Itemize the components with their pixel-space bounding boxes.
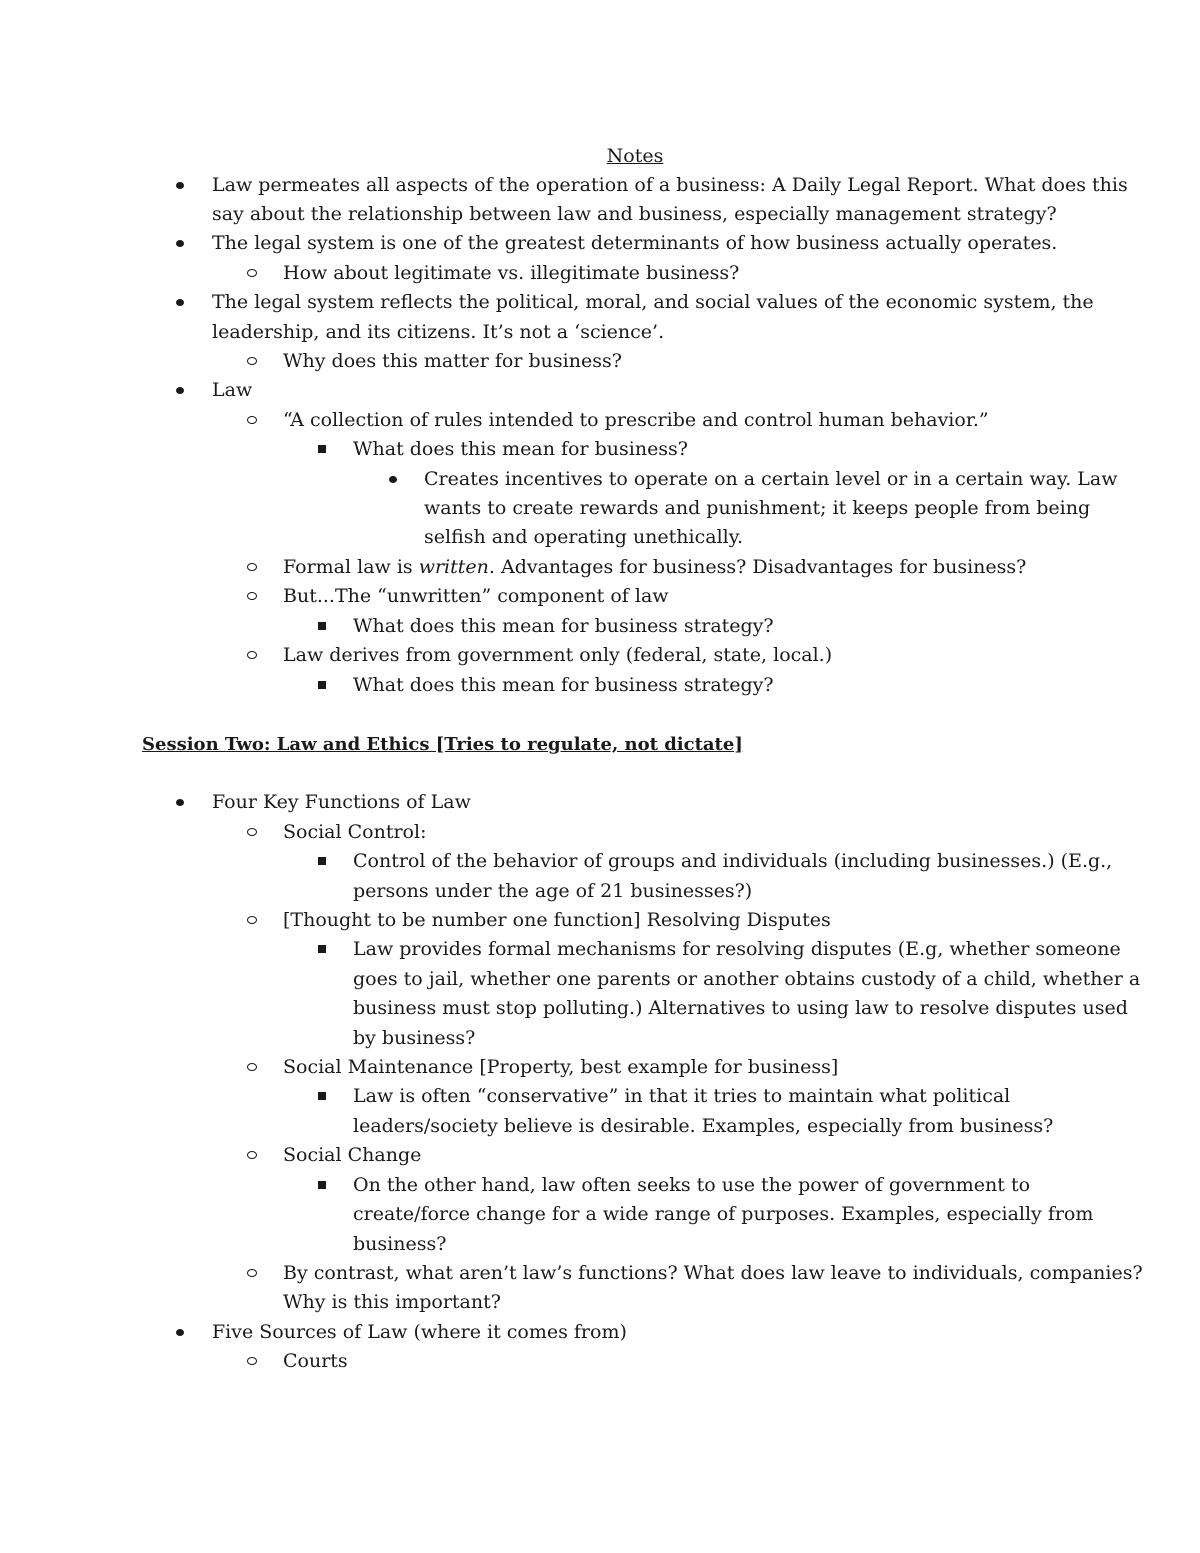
list-item-text: Courts	[283, 1350, 348, 1372]
bullet-circle-icon	[247, 406, 257, 436]
list-item-text: Social Control:	[283, 821, 427, 843]
bullet-square-icon	[318, 671, 326, 701]
list-item-text: Law	[212, 379, 253, 401]
list-item-text: Social Change	[283, 1144, 422, 1166]
list-item-text: On the other hand, law often seeks to use the power of government to	[353, 1174, 1031, 1196]
list-item-text: persons under the age of 21 businesses?)	[353, 880, 753, 902]
list-item-text: goes to jail, whether one parents or another obtains custody of a child, whether a	[353, 968, 1141, 990]
list-item-text: [Thought to be number one function] Resolving Disputes	[283, 909, 831, 931]
bullet-circle-icon	[247, 1141, 257, 1171]
page-title: Notes	[606, 145, 664, 167]
list-item-text: business?	[353, 1233, 447, 1255]
bullet-dot-icon	[176, 171, 184, 201]
bullet-dot-icon	[389, 465, 397, 495]
bullet-circle-icon	[247, 641, 257, 671]
list-item-text: Four Key Functions of Law	[212, 791, 471, 813]
list-item-text: Law permeates all aspects of the operation of a business: A Daily Legal Report. What does this	[212, 174, 1128, 196]
list-item-text: create/force change for a wide range of purposes. Examples, especially from	[353, 1203, 1094, 1225]
list-item-text: What does this mean for business?	[353, 438, 688, 460]
list-item-text: by business?	[353, 1027, 476, 1049]
bullet-dot-icon	[176, 376, 184, 406]
list-item-text: “A collection of rules intended to prescribe and control human behavior.”	[283, 409, 989, 431]
list-item-text: wants to create rewards and punishment; it keeps people from being	[424, 497, 1091, 519]
bullet-circle-icon	[247, 582, 257, 612]
list-item-text: Why does this matter for business?	[283, 350, 622, 372]
bullet-square-icon	[318, 612, 326, 642]
bullet-circle-icon	[247, 1053, 257, 1083]
bullet-circle-icon	[247, 553, 257, 583]
list-item-text: Creates incentives to operate on a certain level or in a certain way. Law	[424, 468, 1118, 490]
bullet-circle-icon	[247, 818, 257, 848]
list-item-text: business must stop polluting.) Alternatives to using law to resolve disputes used	[353, 997, 1128, 1019]
formal-law-prefix: Formal law is	[283, 556, 419, 578]
bullet-square-icon	[318, 847, 326, 877]
list-item-text: What does this mean for business strategy?	[353, 674, 774, 696]
bullet-square-icon	[318, 435, 326, 465]
section-heading: Session Two: Law and Ethics [Tries to regulate, not dictate]	[142, 734, 743, 755]
list-item-text: say about the relationship between law and business, especially management strategy?	[212, 203, 1057, 225]
list-item-text: selfish and operating unethically.	[424, 526, 743, 548]
list-item-text: Social Maintenance [Property, best example for business]	[283, 1056, 839, 1078]
list-item-text: What does this mean for business strategy?	[353, 615, 774, 637]
bullet-circle-icon	[247, 259, 257, 289]
bullet-circle-icon	[247, 347, 257, 377]
list-item-text: Law provides formal mechanisms for resolving disputes (E.g, whether someone	[353, 938, 1121, 960]
bullet-dot-icon	[176, 788, 184, 818]
formal-law-suffix: . Advantages for business? Disadvantages for business?	[488, 556, 1027, 578]
list-item-text: Why is this important?	[283, 1291, 501, 1313]
list-item-text: But...The “unwritten” component of law	[283, 585, 669, 607]
list-item-text: Control of the behavior of groups and individuals (including businesses.) (E.g.,	[353, 850, 1113, 872]
list-item-text: The legal system is one of the greatest determinants of how business actually operates.	[212, 232, 1058, 254]
bullet-dot-icon	[176, 288, 184, 318]
bullet-square-icon	[318, 935, 326, 965]
list-item-text: Five Sources of Law (where it comes from)	[212, 1321, 627, 1343]
list-item-text: leadership, and its citizens. It’s not a ‘science’.	[212, 321, 665, 343]
list-item-text: Law is often “conservative” in that it tries to maintain what political	[353, 1085, 1011, 1107]
list-item-text: Law derives from government only (federal, state, local.)	[283, 644, 833, 666]
list-item-text: leaders/society believe is desirable. Examples, especially from business?	[353, 1115, 1054, 1137]
bullet-square-icon	[318, 1082, 326, 1112]
bullet-circle-icon	[247, 906, 257, 936]
bullet-circle-icon	[247, 1347, 257, 1377]
bullet-square-icon	[318, 1171, 326, 1201]
bullet-circle-icon	[247, 1259, 257, 1289]
list-item-text: By contrast, what aren’t law’s functions? What does law leave to individuals, companies?	[283, 1262, 1143, 1284]
list-item-text: How about legitimate vs. illegitimate business?	[283, 262, 740, 284]
list-item-text: The legal system reflects the political, moral, and social values of the economic system, the	[212, 291, 1094, 313]
list-item-text	[283, 553, 1026, 583]
formal-law-emphasis: written	[418, 556, 489, 578]
bullet-dot-icon	[176, 229, 184, 259]
bullet-dot-icon	[176, 1318, 184, 1348]
